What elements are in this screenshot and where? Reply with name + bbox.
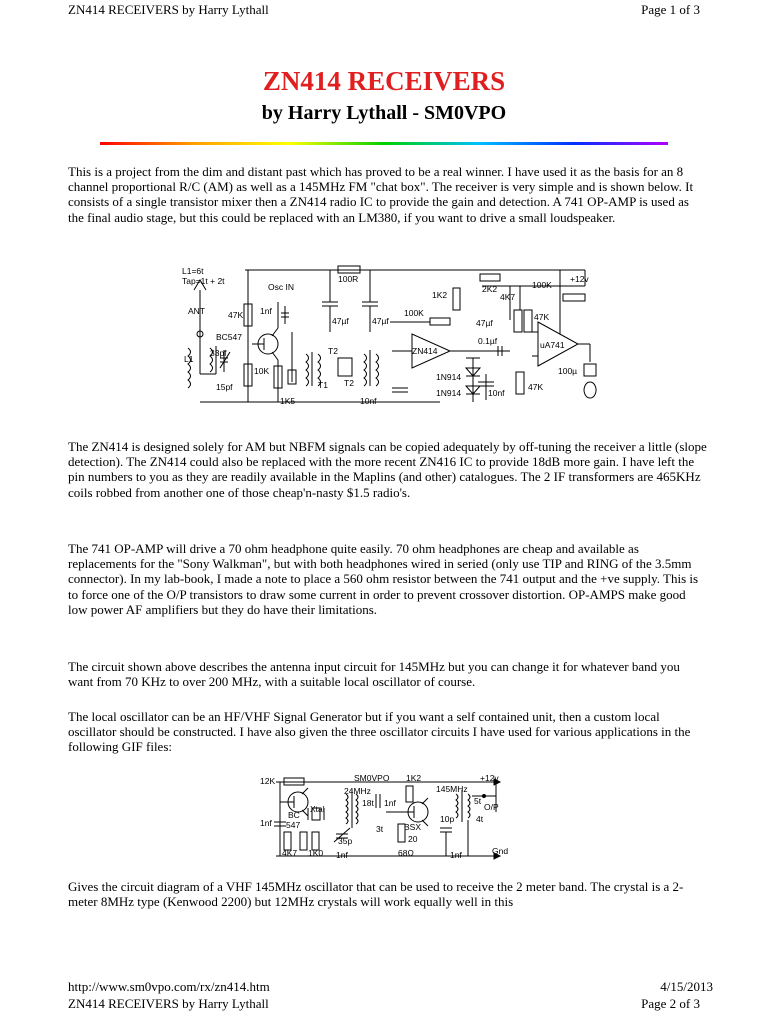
rainbow-divider bbox=[100, 142, 668, 145]
osc-label: 3t bbox=[376, 824, 384, 834]
rx-label: L1 bbox=[184, 354, 194, 364]
osc-label: 1nf bbox=[260, 818, 272, 828]
page-subtitle: by Harry Lythall - SM0VPO bbox=[261, 102, 507, 124]
osc-label: +12v bbox=[480, 773, 499, 783]
osc-label: BSX bbox=[404, 822, 422, 832]
rx-label: 0.1µf bbox=[478, 336, 498, 346]
paragraph-zn414: The ZN414 is designed solely for AM but NBFM signals can be copied adequately by off-tuning the receiver a little (slope detection). The ZN414 could also be replaced with the more recent ZN416 IC to provide 18dB more gain. I have left the pin numbers to you as they are readily available in the Maplins (and other) catalogues. The 2 IF transformers are 465KHz coils robbed from another one of those cheap'n-nasty $1.5 radio's. bbox=[68, 439, 707, 500]
rx-label: 4K7 bbox=[500, 292, 516, 302]
osc-label: SM0VPO bbox=[354, 773, 390, 783]
footer-url-link[interactable]: http://www.sm0vpo.com/rx/zn414.htm bbox=[68, 979, 270, 994]
osc-label: 24MHz bbox=[344, 786, 371, 796]
rx-label: T2 bbox=[344, 378, 354, 388]
rx-label: 47K bbox=[528, 382, 544, 392]
osc-label: 12K bbox=[260, 776, 276, 786]
rx-label: Osc IN bbox=[268, 282, 294, 292]
osc-label: Xtal bbox=[310, 804, 325, 814]
osc-label: 4K7 bbox=[282, 848, 298, 858]
rx-label: 1K2 bbox=[432, 290, 448, 300]
osc-label: Gnd bbox=[492, 846, 509, 856]
footer-page-number: Page 2 of 3 bbox=[641, 996, 700, 1011]
rx-label: 2K2 bbox=[482, 284, 498, 294]
rx-label: ZN414 bbox=[412, 346, 438, 356]
osc-label: 20 bbox=[408, 834, 418, 844]
rx-label: L1=6t bbox=[182, 266, 204, 276]
osc-label: 1nf bbox=[384, 798, 396, 808]
rx-label: T2 bbox=[328, 346, 338, 356]
osc-label: 4t bbox=[476, 814, 484, 824]
rx-label: 1K5 bbox=[280, 396, 296, 406]
osc-label: 547 bbox=[286, 820, 301, 830]
osc-label: 10p bbox=[440, 814, 455, 824]
paragraph-vhf-osc: Gives the circuit diagram of a VHF 145MHz oscillator that can be used to receive the 2 meter band. The crystal is a 2-meter 8MHz type (Kenwood 2200) but 12MHz crystals will work equally well in this bbox=[68, 879, 684, 910]
rx-label: 15pf bbox=[216, 382, 233, 392]
osc-label: 1K2 bbox=[406, 773, 422, 783]
rx-label: 47µf bbox=[372, 316, 389, 326]
rx-label: 1N914 bbox=[436, 388, 462, 398]
header-page-number: Page 1 of 3 bbox=[641, 2, 700, 17]
rx-label: 10nf bbox=[360, 396, 377, 406]
rx-label: +12v bbox=[570, 274, 589, 284]
rx-label: 100R bbox=[338, 274, 359, 284]
receiver-schematic bbox=[180, 262, 600, 414]
osc-label: 145MHz bbox=[436, 784, 468, 794]
rx-label: BC547 bbox=[216, 332, 242, 342]
footer-doc-title: ZN414 RECEIVERS by Harry Lythall bbox=[68, 996, 269, 1011]
page-title: ZN414 RECEIVERS bbox=[262, 66, 506, 96]
paragraph-local-osc: The local oscillator can be an HF/VHF Signal Generator but if you want a self contained unit, then a custom local oscillator should be constructed. I have also given the three oscillator circuits I have used for various applications in the following GIF files: bbox=[68, 709, 691, 755]
rx-label: 100K bbox=[532, 280, 552, 290]
rx-label: T1 bbox=[318, 380, 328, 390]
oscillator-schematic bbox=[256, 772, 518, 864]
rx-label: 47µf bbox=[332, 316, 349, 326]
osc-label: 1K0 bbox=[308, 848, 324, 858]
rx-label: 1N914 bbox=[436, 372, 462, 382]
rx-label: Tap=1t + 2t bbox=[182, 276, 225, 286]
rx-label: ANT bbox=[188, 306, 205, 316]
paragraph-intro: This is a project from the dim and distant past which has proved to be a real winner. I have used it as the basis for an 8 channel proportional R/C (AM) as well as a 145MHz FM "chat box". The receiver is very simple and is shown below. It consists of a single transistor mixer then a ZN414 radio IC to provide the gain and detection. A 741 OP-AMP is used as the final audio stage, but this could be replaced with an LM380, if you want to drive a small loudspeaker. bbox=[68, 164, 694, 225]
header-doc-title: ZN414 RECEIVERS by Harry Lythall bbox=[68, 2, 269, 17]
rx-label: 47K bbox=[228, 310, 244, 320]
rx-label: 10K bbox=[254, 366, 270, 376]
rx-label: uA741 bbox=[540, 340, 565, 350]
rx-label: 1nf bbox=[260, 306, 272, 316]
footer-date: 4/15/2013 bbox=[660, 979, 713, 994]
osc-label: O/P bbox=[484, 802, 499, 812]
rx-label: 10nf bbox=[488, 388, 505, 398]
rx-label: 100µ bbox=[558, 366, 578, 376]
osc-label: 68Ω bbox=[398, 848, 414, 858]
osc-label: 1nf bbox=[336, 850, 348, 860]
osc-label: BC bbox=[288, 810, 300, 820]
rx-label: 33pf bbox=[210, 348, 227, 358]
paragraph-antenna: The circuit shown above describes the antenna input circuit for 145MHz but you can change it for whatever band you want from 70 KHz to over 200 MHz, with a suitable local oscillator of course. bbox=[68, 659, 680, 690]
rx-label: 47K bbox=[534, 312, 550, 322]
osc-label: 1nf bbox=[450, 850, 462, 860]
osc-label: 5t bbox=[474, 796, 482, 806]
osc-label: 18t bbox=[362, 798, 374, 808]
osc-label: 35p bbox=[338, 836, 353, 846]
rx-label: 100K bbox=[404, 308, 424, 318]
rx-label: 47µf bbox=[476, 318, 493, 328]
paragraph-741: The 741 OP-AMP will drive a 70 ohm headphone quite easily. 70 ohm headphones are cheap and available as replacements for the "Sony Walkman", but with both headphones wired in seried (only use TIP and RING of the 3.5mm connector). In my lab-book, I made a note to place a 560 ohm resistor between the 741 output and the +ve supply. This is to force one of the O/P transistors to draw some current in order to prevent crossover distortion. OP-AMPS make good low power AF amplifiers but they do have their limitations. bbox=[68, 541, 699, 617]
